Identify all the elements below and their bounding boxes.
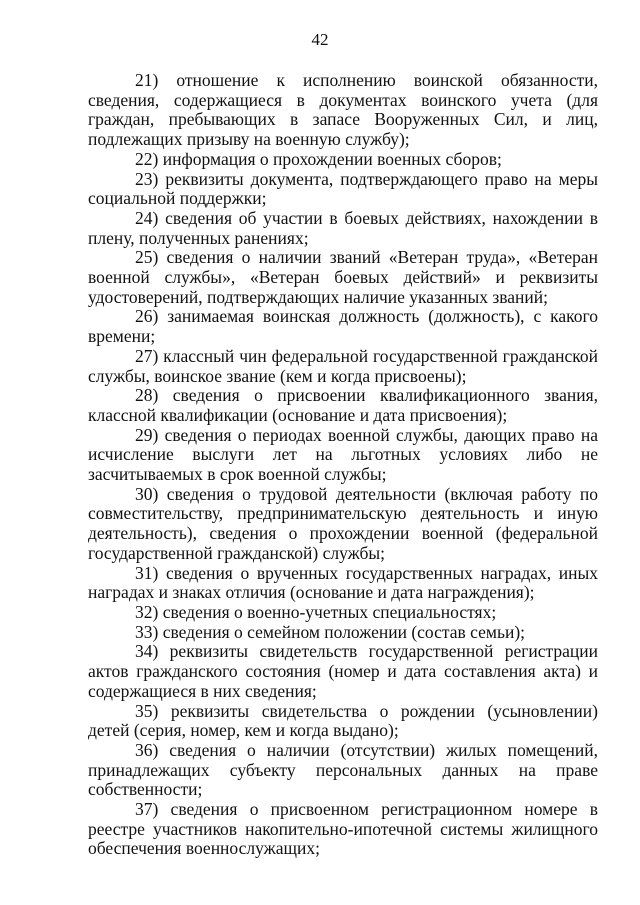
list-item: 29) сведения о периодах военной службы, дающих право на исчисление выслуги лет на льготных условиях либо не засчитываемых в срок военной службы; — [88, 424, 598, 485]
list-item: 33) сведения о семейном положении (состав семьи); — [135, 621, 526, 642]
document-body — [88, 71, 598, 859]
list-item: 34) реквизиты свидетельств государственной регистрации актов гражданского состояния (номер и дата составления акта) и содержащиеся в них сведения; — [88, 641, 598, 701]
list-item: 25) сведения о наличии званий «Ветеран труда», «Ветеран военной службы», «Ветеран боевых действий» и реквизиты удостоверений, подтверждающих наличие указанных званий; — [88, 247, 598, 307]
list-item: 37) сведения о присвоенном регистрационном номере в реестре участников накопительно-ипотечной системы жилищного обеспечения военнослужащих; — [88, 799, 598, 859]
list-item: 32) сведения о военно-учетных специальностях; — [135, 601, 497, 622]
list-item: 24) сведения об участии в боевых действиях, нахождении в плену, полученных ранениях; — [88, 207, 598, 248]
page-number: 42 — [311, 30, 329, 49]
list-item: 23) реквизиты документа, подтверждающего право на меры социальной поддержки; — [88, 168, 598, 209]
list-item: 31) сведения о врученных государственных наградах, иных наградах и знаках отличия (основание и дата награждения); — [88, 562, 598, 603]
list-item: 28) сведения о присвоении квалификационного звания, классной квалификации (основание и дата присвоения); — [88, 385, 598, 425]
list-item: 26) занимаемая воинская должность (должность), с какого времени; — [88, 306, 598, 347]
list-item: 21) отношение к исполнению воинской обязанности, сведения, содержащиеся в документах воинского учета (для граждан, пребывающих в запасе Вооруженных Сил, и лиц, подлежащих призыву на военную службу); — [88, 70, 598, 150]
list-item: 27) классный чин федеральной государственной гражданской службы, воинское звание (кем и когда присвоены); — [88, 345, 598, 386]
list-item: 30) сведения о трудовой деятельности (включая работу по совместительству, предпринимательскую деятельность и иную деятельность), сведения о прохождении военной (федеральной государственной гражданской) службы; — [88, 483, 598, 563]
list-item: 36) сведения о наличии (отсутствии) жилых помещений, принадлежащих субъекту персональных данных на праве собственности; — [88, 739, 598, 800]
list-item: 22) информация о прохождении военных сборов; — [135, 148, 502, 169]
list-item: 35) реквизиты свидетельства о рождении (усыновлении) детей (серия, номер, кем и когда выдано); — [88, 700, 598, 741]
